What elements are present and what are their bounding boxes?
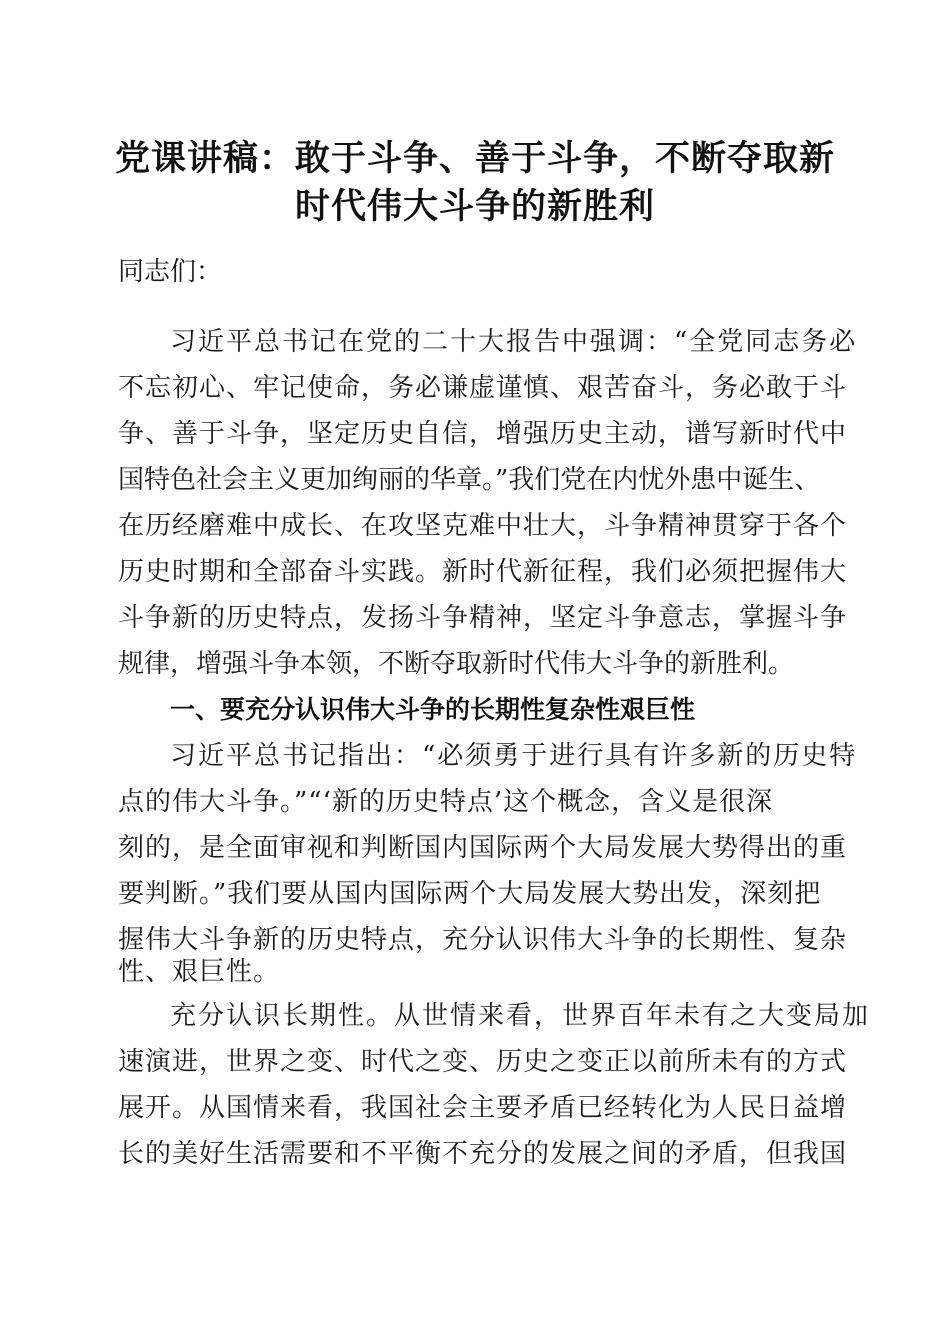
paragraph-2-line-6: 性、艰巨性。 <box>118 957 281 987</box>
paragraph-2-line-4: 要判断。”我们要从国内国际两个大局发展大势出发，深刻把 <box>118 879 822 909</box>
document-title-line-2: 时代伟大斗争的新胜利 <box>294 187 655 227</box>
paragraph-2-line-5: 握伟大斗争新的历史特点，充分认识伟大斗争的长期性、复杂 <box>118 925 848 955</box>
paragraph-1-line-1: 习近平总书记在党的二十大报告中强调：“全党同志务必 <box>170 327 858 357</box>
paragraph-1-line-3: 争、善于斗争，坚定历史自信，增强历史主动，谱写新时代中 <box>118 419 848 449</box>
paragraph-2-line-1: 习近平总书记指出：“必须勇于进行具有许多新的历史特 <box>170 741 858 771</box>
paragraph-2-line-3: 刻的，是全面审视和判断国内国际两个大局发展大势得出的重 <box>118 833 848 863</box>
paragraph-1-line-6: 历史时期和全部奋斗实践。新时代新征程，我们必须把握伟大 <box>118 557 848 587</box>
paragraph-1-line-8: 规律，增强斗争本领，不断夺取新时代伟大斗争的新胜利。 <box>118 649 795 679</box>
paragraph-3-line-3: 展开。从国情来看，我国社会主要矛盾已经转化为人民日益增 <box>118 1093 848 1123</box>
paragraph-1-line-2: 不忘初心、牢记使命，务必谦虚谨慎、艰苦奋斗，务必敢于斗 <box>118 373 848 403</box>
paragraph-3-line-2: 速演进，世界之变、时代之变、历史之变正以前所未有的方式 <box>118 1047 848 1077</box>
document-title-line-1: 党课讲稿：敢于斗争、善于斗争，不断夺取新 <box>114 139 835 179</box>
paragraph-3-line-1: 充分认识长期性。从世情来看，世界百年未有之大变局加 <box>170 1001 871 1031</box>
section-heading-1: 一、要充分认识伟大斗争的长期性复杂性艰巨性 <box>170 695 696 724</box>
paragraph-1-line-7: 斗争新的历史特点，发扬斗争精神，坚定斗争意志，掌握斗争 <box>118 603 848 633</box>
paragraph-2-line-2: 点的伟大斗争。”“‘新的历史特点’这个概念，含义是很深 <box>118 787 774 817</box>
paragraph-1-line-5: 在历经磨难中成长、在攻坚克难中壮大，斗争精神贯穿于各个 <box>118 511 848 541</box>
paragraph-1-line-4: 国特色社会主义更加绚丽的华章。”我们党在内忧外患中诞生、 <box>118 465 821 495</box>
paragraph-3-line-4: 长的美好生活需要和不平衡不充分的发展之间的矛盾，但我国 <box>118 1139 848 1169</box>
salutation: 同志们： <box>118 257 223 287</box>
